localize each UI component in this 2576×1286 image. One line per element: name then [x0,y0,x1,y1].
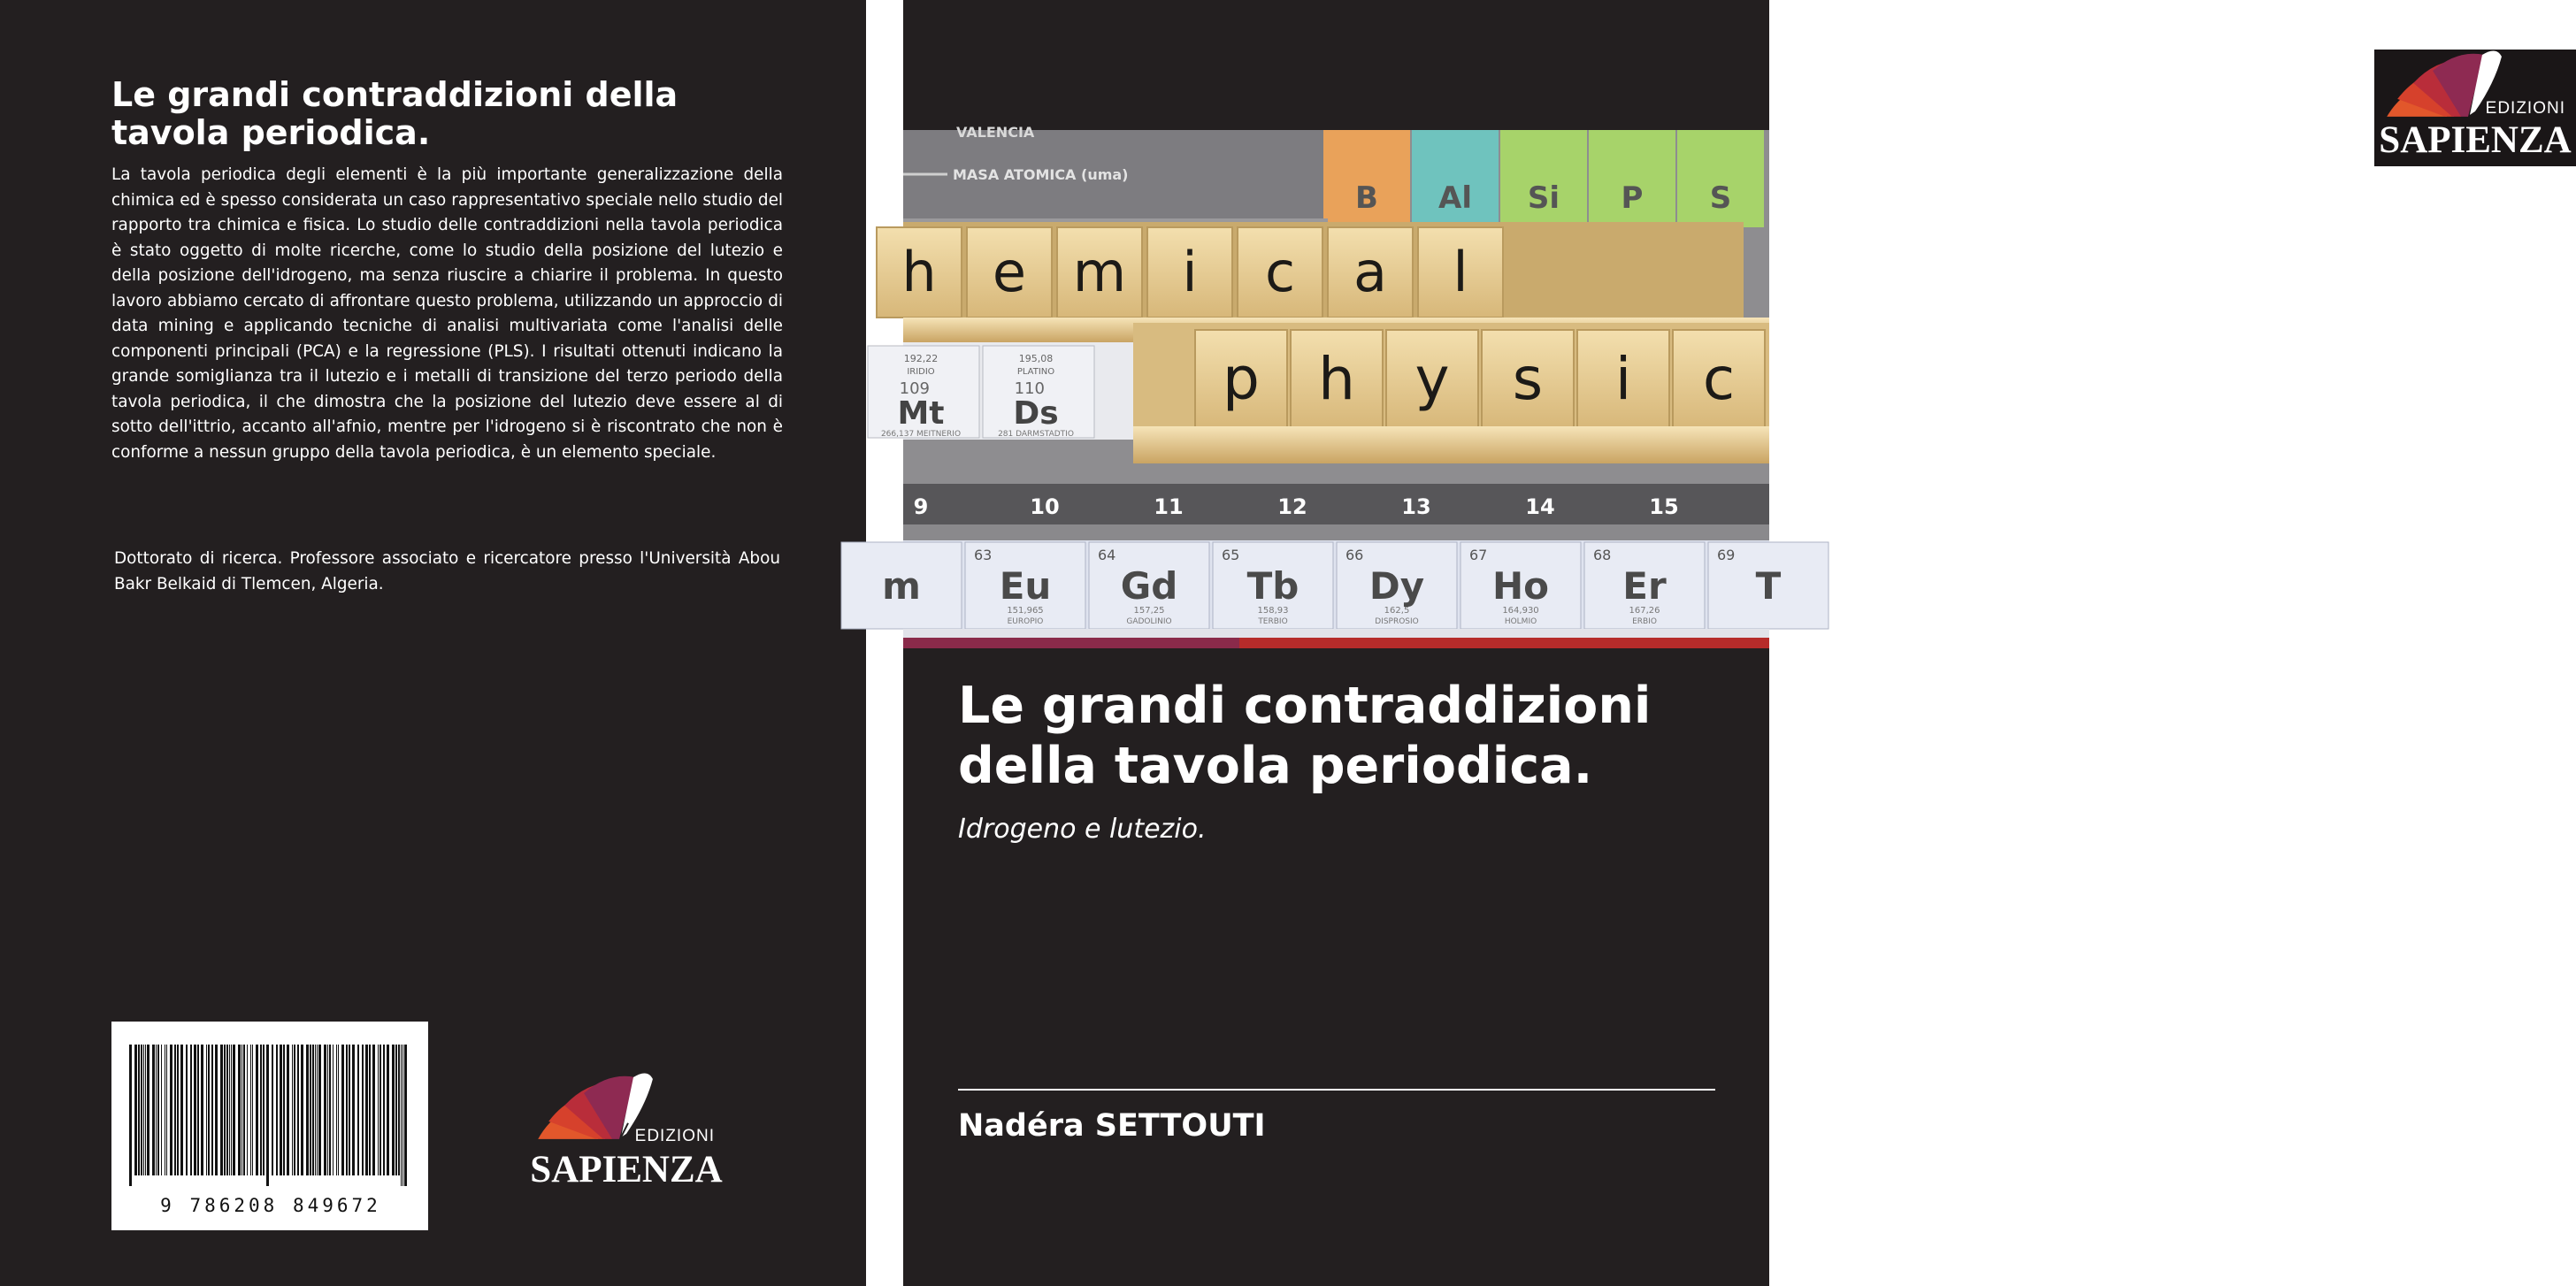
barcode-bar [352,1045,355,1175]
tile-letter: e [992,240,1027,304]
element-number: 64 [1098,547,1116,563]
barcode-bar [263,1045,264,1175]
barcode-bar [238,1045,241,1175]
element-name: ERBIO [1632,617,1657,626]
barcode-bar [256,1045,258,1175]
barcode-bar [215,1045,218,1175]
element-symbol: Eu [999,564,1052,608]
barcode-bar [327,1045,328,1175]
group-number: 9 [913,494,929,519]
barcode-bar [134,1045,137,1175]
back-cover-title: Le grandi contraddizioni della tavola periodica. [111,75,678,152]
barcode-bar [404,1045,407,1186]
element-number: 65 [1222,547,1240,563]
barcode-bar [247,1045,248,1175]
group-number: 14 [1525,494,1555,519]
barcode-bar [346,1045,348,1175]
barcode-bar [138,1045,140,1175]
photo-header-1: VALENCIA [956,124,1035,141]
element-symbol: Er [1622,564,1667,608]
barcode-bar [329,1045,331,1175]
barcode-bar [260,1045,262,1175]
element-name: 266,137 MEITNERIO [880,430,962,439]
element-name: TERBIO [1258,617,1288,626]
publisher-logo-back [529,1070,724,1194]
barcode-bar [297,1045,299,1175]
barcode-bar [369,1045,371,1175]
publisher-name: SAPIENZA [2379,119,2572,161]
element-name: GADOLINIO [1126,617,1172,626]
barcode-bar [280,1045,282,1175]
publisher-name: SAPIENZA [530,1149,723,1190]
back-cover-abstract: La tavola periodica degli elementi è la più importante generalizzazione della chimica ed è spesso considerata un caso rappresentativo speciale nello studio del rapporto tra chimica e fisica. Lo studio delle contraddizioni nella tavola periodica è stato oggetto di molte ricerche, come lo studio della posizione del lutezio e della posizione dell'idrogeno, ma senza riuscire a chiarire il problema. In questo lavoro abbiamo cercato di affrontare questo problema, utilizzando un approccio di data mining e applicando tecniche di analisi multivariata come l'analisi delle componenti principali (PCA) e la regressione (PLS). I risultati ottenuti indicano la grande somiglianza tra il lutezio e i metalli di transizione del terzo periodo della tavola periodica, il che dimostra che la posizione del lutezio deve essere al di sotto dell'ittrio, accanto all'afnio, mentre per l'idrogeno si è riscontrato che non è conforme a nessun gruppo della tavola periodica, è un elemento speciale. [111,165,783,462]
element-symbol: Mt [897,395,945,432]
element-symbol: Si [1527,180,1560,216]
tile-letter: c [1264,240,1296,304]
element-mass: 158,93 [1257,606,1289,616]
barcode-bar [306,1045,309,1175]
barcode-bar [145,1045,146,1175]
barcode-bar [229,1045,230,1175]
tile-letter: s [1512,345,1544,413]
publisher-edizioni: EDIZIONI [2485,99,2565,118]
barcode-bar [211,1045,213,1175]
barcode-bar [157,1045,159,1175]
element-mass: 162,5 [1384,606,1410,616]
barcode-bar [231,1045,232,1175]
element-symbol: Tb [1246,564,1300,608]
barcode-bar [161,1045,162,1175]
barcode-bar [380,1045,381,1175]
group-number: 12 [1277,494,1307,519]
barcode-bar [180,1045,183,1175]
barcode-bars [129,1045,410,1186]
barcode-bar [224,1045,226,1175]
barcode-bar [147,1045,150,1175]
cover-photo-periodic-table-tiles [880,124,1782,648]
tile-letter: m [1072,240,1127,304]
barcode-bar [287,1045,289,1175]
barcode-bar [336,1045,337,1175]
barcode-bar [283,1045,285,1175]
barcode-bar [170,1045,172,1175]
barcode-bar [152,1045,155,1175]
barcode-bar [206,1045,207,1175]
tile-letter: i [1182,240,1198,304]
front-cover [880,0,2572,1286]
group-number: 11 [1154,494,1184,519]
barcode-bar [333,1045,334,1175]
barcode-bar [129,1045,132,1186]
barcode-bar [190,1045,192,1175]
element-mass: 157,25 [1133,606,1165,616]
tile-letter: i [1614,345,1632,413]
barcode-bar [395,1045,397,1175]
publisher-logo-front [2374,50,2576,166]
element-symbol: Ho [1491,564,1550,608]
element-symbol: Dy [1368,564,1425,608]
author-name: Nadéra SETTOUTI [958,1108,1266,1144]
barcode-bar [387,1045,389,1175]
barcode-bar [338,1045,339,1175]
barcode-bar [383,1045,385,1175]
barcode-bar [392,1045,395,1175]
spine [866,0,903,1286]
tile-letter: h [1318,345,1355,413]
front-cover-title: Le grandi contraddizioni della tavola periodica. [958,677,1652,795]
barcode-bar [312,1045,314,1175]
barcode-bar [318,1045,321,1175]
barcode-bar [372,1045,375,1175]
element-symbol: T [1755,564,1782,608]
barcode-bar [143,1045,144,1175]
group-number: 10 [1030,494,1060,519]
element-mass: 195,08 [1018,353,1054,364]
element-symbol: P [1621,180,1644,216]
barcode-bar [276,1045,278,1175]
element-number: 63 [974,547,993,563]
barcode-bar [141,1045,142,1175]
barcode-bar [243,1045,245,1175]
element-mass: 151,965 [1007,606,1044,616]
element-symbol: S [1709,180,1732,216]
barcode-bar [208,1045,210,1175]
barcode-bar [294,1045,295,1175]
barcode-bar [174,1045,176,1175]
barcode-bar [226,1045,228,1175]
element-name: 281 DARMSTADTIO [998,430,1074,439]
barcode-bar [402,1045,403,1186]
barcode-bar [194,1045,196,1175]
element-name: PLATINO [1016,367,1055,377]
tile-letter: l [1453,240,1468,304]
barcode-bar [272,1045,273,1175]
group-number: 13 [1401,494,1431,519]
back-cover [0,0,866,1286]
tile-letter: c [1702,345,1736,413]
barcode-bar [401,1045,402,1186]
element-number: 68 [1593,547,1612,563]
barcode-bar [156,1045,157,1175]
barcode-bar [250,1045,251,1175]
element-name: DISPROSIO [1375,617,1419,626]
element-name: EUROPIO [1007,617,1044,626]
barcode-bar [220,1045,223,1175]
barcode-bar [252,1045,253,1175]
barcode-bar [362,1045,364,1175]
group-number: 15 [1649,494,1679,519]
barcode-number: 9 786208 849672 [160,1195,381,1216]
barcode-bar [315,1045,316,1175]
divider [958,1089,1715,1091]
tile-letter: h [901,240,937,304]
barcode-bar [186,1045,188,1175]
barcode-bar [233,1045,235,1175]
tile-letter: y [1414,345,1450,413]
element-symbol: Ds [1013,395,1059,432]
barcode-bar [310,1045,311,1175]
element-name: IRIDIO [907,367,935,377]
barcode-bar [301,1045,303,1175]
barcode-bar [365,1045,368,1175]
barcode-bar [341,1045,344,1175]
element-number: 109 [899,379,930,398]
barcode-bar [197,1045,199,1175]
photo-header-2: MASA ATOMICA (uma) [953,166,1129,183]
barcode-bar [201,1045,203,1175]
element-name: HOLMIO [1504,617,1537,626]
author-bio: Dottorato di ricerca. Professore associato e ricercatore presso l'Università Abou Bakr Belkaid di Tlemcen, Algeria. [114,549,780,593]
barcode-bar [398,1045,400,1175]
element-number: 67 [1469,547,1488,563]
element-number: 69 [1717,547,1736,563]
barcode-bar [266,1045,269,1186]
element-mass: 167,26 [1629,606,1660,616]
tile-letter: a [1353,240,1387,304]
barcode-bar [349,1045,350,1175]
element-symbol: Gd [1120,564,1178,608]
barcode-bar [177,1045,179,1175]
barcode-bar [378,1045,379,1175]
element-mass: 192,22 [903,353,939,364]
barcode-bar [292,1045,293,1175]
front-cover-subtitle: Idrogeno e lutezio. [958,814,1207,845]
element-number: 66 [1346,547,1364,563]
element-symbol: m [882,564,921,608]
element-number: 110 [1014,379,1045,398]
isbn-barcode [111,1022,428,1230]
element-symbol: B [1355,180,1378,216]
publisher-edizioni: EDIZIONI [634,1127,715,1145]
element-mass: 164,930 [1502,606,1539,616]
element-symbol: Al [1438,180,1472,216]
tile-letter: p [1223,345,1260,413]
barcode-bar [166,1045,167,1175]
barcode-bar [324,1045,326,1175]
barcode-bar [357,1045,359,1175]
barcode-bar [317,1045,318,1175]
